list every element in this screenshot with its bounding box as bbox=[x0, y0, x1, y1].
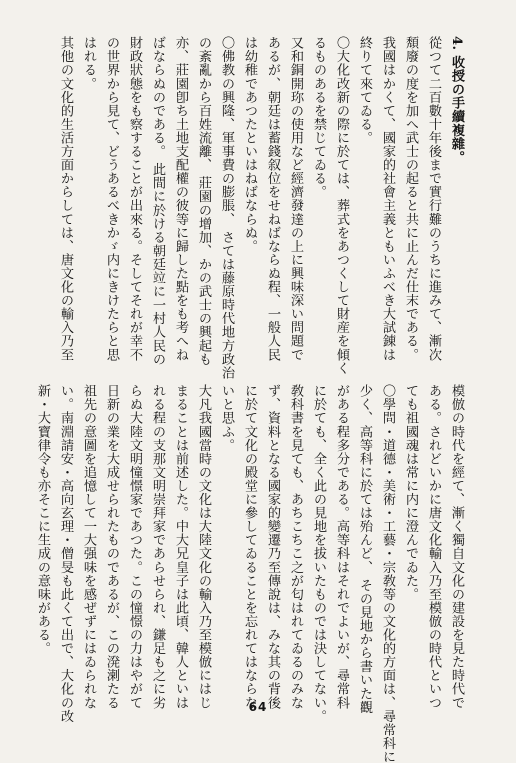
lower-text-line: がある程多分である。高等科はそれでよいが、尋常科 bbox=[334, 384, 349, 710]
lower-text-line: まることは前述した。中大兄皇子は此頃、韓人といは bbox=[173, 384, 188, 710]
upper-text-line: 又和銅開珎の使用など經濟發達の上に興味深い問題で bbox=[288, 36, 303, 362]
upper-text-line: 其他の文化的生活方面からしては、唐文化の輸入乃至 bbox=[58, 36, 73, 362]
lower-text-line: いと思ふ。 bbox=[219, 384, 234, 452]
lower-text-line: 〇學問・道德・美術・工藝・宗敎等の文化的方面は、尋常科に bbox=[380, 384, 395, 763]
lower-text-line: に於て文化の殿堂に參してゐることを忘れてはならな bbox=[242, 384, 257, 710]
upper-text-line: の世界から見て、どうあるべきかゞ内にきけたらと思 bbox=[104, 36, 119, 362]
upper-text-line: の紊亂から百姓流離、 莊園の增加、かの武士の興起も bbox=[196, 36, 211, 366]
upper-text-line: はれる。 bbox=[81, 36, 96, 91]
upper-text-line: 從つて二百數十年後まで實行難のうちに進みて、漸次 bbox=[426, 36, 441, 362]
upper-text-line: 亦、莊園卽ち土地支配權の彼等に歸した點をも考へね bbox=[173, 36, 188, 362]
upper-text-line: 〇佛教の興隆、軍事費の膨脹、 さては藤原時代地方政治 bbox=[219, 36, 234, 380]
lower-text-line: 新・大寶律令も亦そこに生成の意味がある。 bbox=[35, 384, 50, 655]
lower-text-line: 少く、高等科に於ては殆んど、 その見地から書いた觀 bbox=[357, 384, 372, 714]
upper-text-line: は幼稚であつたといはねばならぬ。 bbox=[242, 36, 257, 253]
upper-text-line: あるが、朝廷は蓄錢叙位をせねばならぬ程、一般人民 bbox=[265, 36, 280, 362]
lower-text-line: れる程の支那文明崇拜家であらせられ、鎌足も之に劣 bbox=[150, 384, 165, 710]
lower-text-line: ても祖國魂は常に内に澄んでゐた。 bbox=[403, 384, 418, 601]
lower-text-line: 大凡我國當時の文化は大陸文化の輸入乃至模倣にはじ bbox=[196, 384, 211, 710]
lower-text-line: 日新の業を大成せられたものであるが、この溌溂たる bbox=[104, 384, 119, 710]
upper-text-line: 4. 收授の手續複雜。 bbox=[449, 36, 464, 164]
page-number: 64 bbox=[248, 700, 268, 714]
lower-text-line: ある。されどいかに唐文化輸入乃至模倣の時代といつ bbox=[426, 384, 441, 710]
upper-text-line: 終りて來てゐる。 bbox=[357, 36, 372, 145]
upper-text-block bbox=[0, 36, 468, 380]
upper-text-line: 財政狀態をも察することが出來る。そしてそれが幸不 bbox=[127, 36, 142, 362]
lower-text-line: ず、資料となる國家的變遷乃至傳說は、みな其の背後 bbox=[265, 384, 280, 710]
lower-text-line: 敎科書を見ても、あちこちこ之が匂はれてゐるのみな bbox=[288, 384, 303, 710]
upper-text-line: 頽廢の度を加へ武士の起ると共に止んだ仕末である。 bbox=[403, 36, 418, 362]
lower-text-line: らぬ大陸文明憧憬家であつた。この憧憬の力はやがて bbox=[127, 384, 142, 710]
upper-text-line: るものあるを禁じてゐる。 bbox=[311, 36, 326, 199]
lower-text-line: 模倣の時代を經て、漸く獨自文化の建設を見た時代で bbox=[449, 384, 464, 710]
upper-text-line: ばならぬのである。 此間に於ける朝廷竝に一村人民の bbox=[150, 36, 165, 366]
lower-text-line: い。南淵請安・高向玄理・僧旻も此くて出で、大化の改 bbox=[58, 384, 73, 723]
upper-text-line: 我國はかくて、國家的社會主義ともいふべき大試錬は bbox=[380, 36, 395, 362]
lower-text-line: に於ても、全く此の見地を拔いたものでは決してない。 bbox=[311, 384, 326, 723]
upper-text-line: 〇大化改新の際に於ては、葬式をあつくして財産を傾く bbox=[334, 36, 349, 375]
lower-text-line: 祖先の意圖を追憶して一大强味を感ぜずにはゐられな bbox=[81, 384, 96, 710]
